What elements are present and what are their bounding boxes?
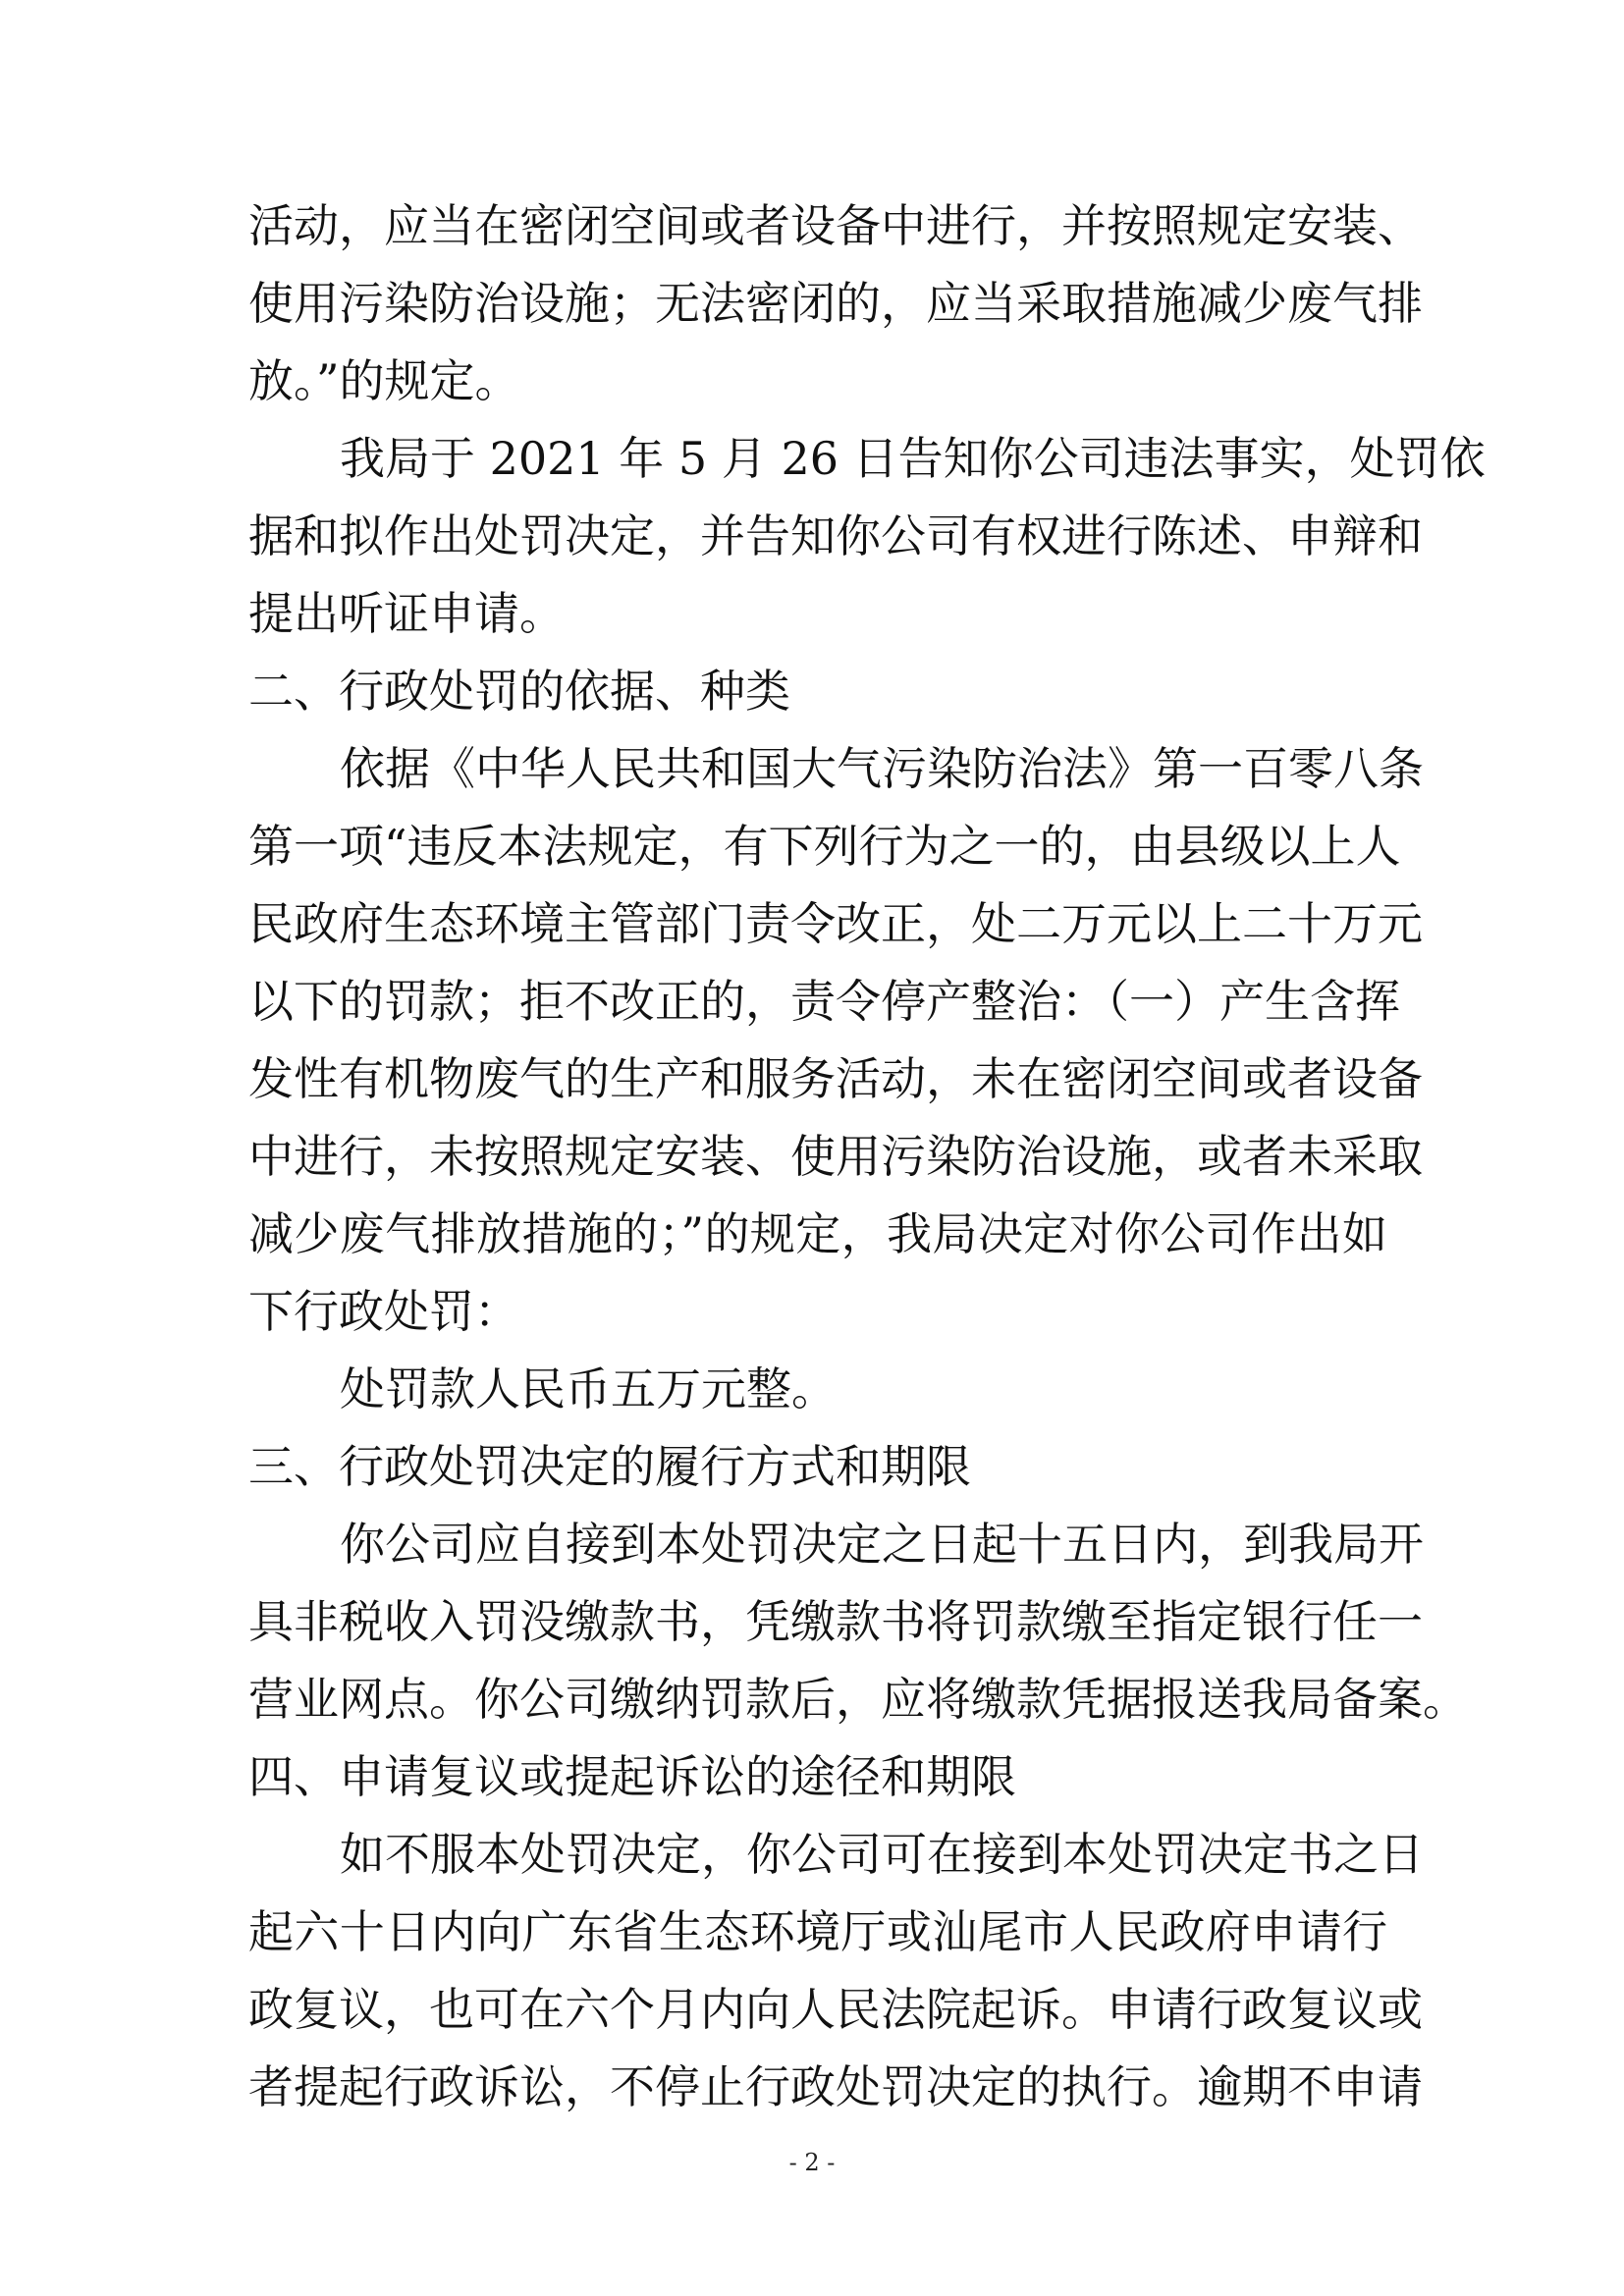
body-text-line: 放。”的规定。 <box>248 354 520 407</box>
body-text-line: 你公司应自接到本处罚决定之日起十五日内，到我局开 <box>340 1518 1424 1571</box>
section-heading: 三、行政处罚决定的履行方式和期限 <box>248 1440 971 1493</box>
penalty-amount-line: 处罚款人民币五万元整。 <box>340 1362 837 1415</box>
body-text-line: 下行政处罚： <box>248 1285 519 1338</box>
body-text-line: 政复议，也可在六个月内向人民法院起诉。申请行政复议或 <box>248 1983 1423 2036</box>
body-text-line: 第一项“违反本法规定，有下列行为之一的，由县级以上人 <box>248 820 1401 873</box>
body-text-line: 者提起行政诉讼，不停止行政处罚决定的执行。逾期不申请 <box>248 2060 1423 2113</box>
body-text-line: 以下的罚款；拒不改正的，责令停产整治：（一）产生含挥 <box>248 975 1400 1028</box>
body-text-line: 使用污染防治设施；无法密闭的，应当采取措施减少废气排 <box>248 277 1423 330</box>
body-text-line: 营业网点。你公司缴纳罚款后，应将缴款凭据报送我局备案。 <box>248 1673 1468 1726</box>
body-text-line: 起六十日内向广东省生态环境厅或汕尾市人民政府申请行 <box>248 1905 1387 1958</box>
body-text-line: 据和拟作出处罚决定，并告知你公司有权进行陈述、申辩和 <box>248 509 1423 562</box>
body-text-line: 民政府生态环境主管部门责令改正，处二万元以上二十万元 <box>248 897 1423 950</box>
body-text-line: 我局于 2021 年 5 月 26 日告知你公司违法事实，处罚依 <box>340 432 1486 485</box>
body-text-line: 活动，应当在密闭空间或者设备中进行，并按照规定安装、 <box>248 199 1423 252</box>
body-text-line: 依据《中华人民共和国大气污染防治法》第一百零八条 <box>340 742 1424 795</box>
body-text-line: 提出听证申请。 <box>248 587 565 640</box>
body-text-line: 减少废气排放措施的；”的规定，我局决定对你公司作出如 <box>248 1207 1387 1260</box>
body-text-line: 中进行，未按照规定安装、使用污染防治设施，或者未采取 <box>248 1130 1423 1183</box>
section-heading: 四、申请复议或提起诉讼的途径和期限 <box>248 1750 1016 1803</box>
body-text-line: 具非税收入罚没缴款书，凭缴款书将罚款缴至指定银行任一 <box>248 1595 1423 1648</box>
section-heading: 二、行政处罚的依据、种类 <box>248 665 790 718</box>
page-number: - 2 - <box>788 2149 836 2176</box>
body-text-line: 如不服本处罚决定，你公司可在接到本处罚决定书之日 <box>340 1828 1424 1881</box>
body-text-line: 发性有机物废气的生产和服务活动，未在密闭空间或者设备 <box>248 1052 1423 1105</box>
